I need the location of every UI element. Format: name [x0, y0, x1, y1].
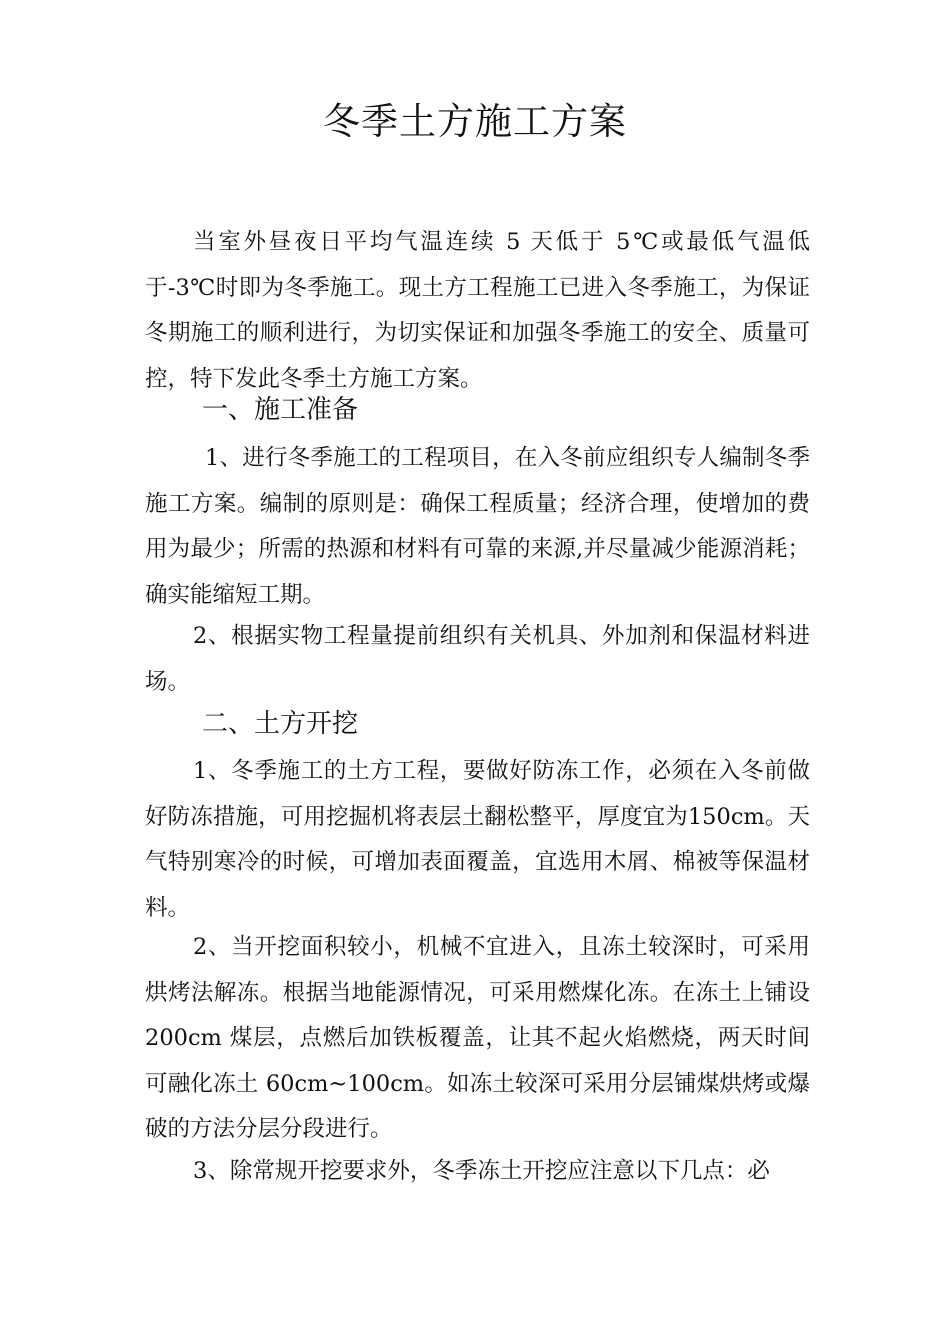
- intro-paragraph: 当室外昼夜日平均气温连续 5 天低于 5℃或最低气温低于-3℃时即为冬季施工。现土方工程施工已进入冬季施工，为保证冬期施工的顺利进行，为切实保证和加强冬季施工的安全、质量可控，特下发此冬季土方施工方案。: [145, 229, 810, 392]
- section-2-paragraph-1: 1、冬季施工的土方工程，要做好防冻工作，必须在入冬前做好防冻措施，可用挖掘机将表层土翻松整平，厚度宜为150cm。天气特别寒冷的时候，可增加表面覆盖，宜选用木屑、棉被等保温材料。: [145, 758, 810, 921]
- section-1-paragraph-2: 2、根据实物工程量提前组织有关机具、外加剂和保温材料进场。: [145, 623, 810, 695]
- section-2-paragraph-3: 3、除常规开挖要求外，冬季冻土开挖应注意以下几点：必: [193, 1158, 770, 1184]
- section-1-heading: 一、施工准备: [202, 395, 359, 425]
- section-2-heading: 二、土方开挖: [202, 709, 359, 739]
- section-1-paragraph-1: 1、进行冬季施工的工程项目，在入冬前应组织专人编制冬季施工方案。编制的原则是：确保工程质量；经济合理，使增加的费用为最少；所需的热源和材料有可靠的来源,并尽量减少能源消耗；确实能缩短工期。: [145, 445, 810, 608]
- section-2-paragraph-2: 2、当开挖面积较小，机械不宜进入，且冻土较深时，可采用烘烤法解冻。根据当地能源情况，可采用燃煤化冻。在冻土上铺设 200cm 煤层，点燃后加铁板覆盖，让其不起火焰燃烧，两天时间可融化冻土 60cm~100cm。如冻土较深可采用分层铺煤烘烤或爆破的方法分层分段进行。: [145, 934, 810, 1142]
- document-title: 冬季土方施工方案: [323, 100, 627, 143]
